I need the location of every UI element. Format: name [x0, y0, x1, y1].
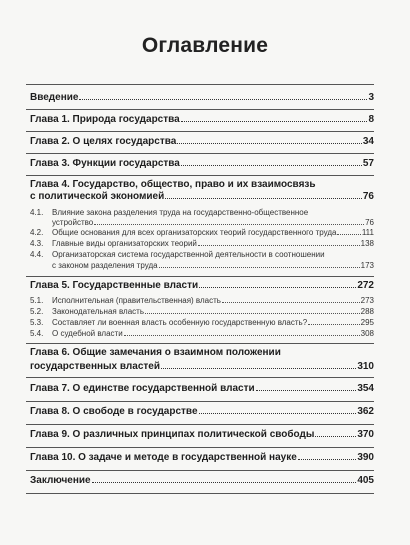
toc-page-number: 76	[365, 218, 374, 227]
divider	[26, 153, 374, 154]
toc-page-number: 8	[368, 114, 374, 125]
leader-dots	[181, 121, 368, 122]
toc-entry-chapter-4-line-2	[30, 191, 374, 202]
divider	[26, 493, 374, 494]
toc-entry-label: Заключение	[30, 475, 91, 486]
leader-dots	[124, 335, 360, 336]
toc-entry-label: Глава 3. Функции государства	[30, 158, 180, 169]
toc-entry-intro	[30, 92, 374, 103]
divider	[26, 377, 374, 378]
leader-dots	[199, 413, 357, 414]
toc-section-number: 4.4.	[30, 250, 44, 259]
toc-subentry-4-1-line-1	[30, 208, 374, 217]
divider	[26, 84, 374, 85]
toc-subentry-4-3	[30, 239, 374, 248]
toc-page-number: 295	[360, 318, 374, 327]
toc-entry-chapter-3	[30, 158, 374, 169]
toc-page-number: 111	[361, 228, 374, 237]
toc-section-number: 4.2.	[30, 228, 44, 237]
toc-entry-chapter-6-line-2	[30, 361, 374, 372]
toc-page-number: 3	[368, 92, 374, 103]
toc-subentry-5-1	[30, 296, 374, 305]
toc-subentry-label: О судебной власти	[52, 329, 123, 338]
toc-entry-label: Глава 7. О единстве государственной власти	[30, 383, 255, 394]
leader-dots	[159, 267, 360, 268]
toc-entry-label: Глава 9. О различных принципах политической свободы	[30, 429, 315, 440]
toc-entry-label: Глава 5. Государственные власти	[30, 280, 199, 291]
toc-entry-chapter-10	[30, 452, 374, 463]
divider	[26, 276, 374, 277]
toc-entry-chapter-6-line-1	[30, 347, 374, 358]
toc-entry-label: Глава 10. О задаче и методе в государственной науке	[30, 452, 297, 463]
toc-page-number: 288	[360, 307, 374, 316]
toc-subentry-label: Главные виды организаторских теорий	[52, 239, 197, 248]
leader-dots	[308, 324, 359, 325]
leader-dots	[92, 482, 357, 483]
leader-dots	[165, 198, 362, 199]
toc-page-number: 138	[360, 239, 374, 248]
toc-section-number: 5.4.	[30, 329, 44, 338]
toc-subentry-5-3	[30, 318, 374, 327]
toc-page-number: 57	[362, 158, 374, 169]
toc-subentry-label: Исполнительная (правительственная) власть	[52, 296, 221, 305]
toc-page-number: 310	[357, 361, 374, 372]
leader-dots	[94, 224, 364, 225]
toc-page-number: 354	[357, 383, 374, 394]
divider	[26, 401, 374, 402]
leader-dots	[315, 436, 356, 437]
toc-entry-chapter-4-line-1	[30, 179, 374, 190]
toc-page-number: 34	[362, 136, 374, 147]
toc-entry-label-continued: государственных властей	[30, 361, 160, 372]
toc-entry-chapter-8	[30, 406, 374, 417]
toc-page-number: 273	[360, 296, 374, 305]
toc-subentry-5-2	[30, 307, 374, 316]
toc-subentry-label-continued: с законом разделения труда	[52, 261, 158, 270]
leader-dots	[298, 459, 357, 460]
toc-entry-label-continued: с политической экономией	[30, 191, 165, 202]
page-title: Оглавление	[141, 34, 269, 57]
divider	[26, 447, 374, 448]
toc-subentry-4-4-line-1	[30, 250, 374, 259]
divider	[26, 109, 374, 110]
toc-entry-label: Введение	[30, 92, 79, 103]
divider	[26, 470, 374, 471]
leader-dots	[222, 302, 360, 303]
toc-subentry-4-4-line-2	[30, 261, 374, 270]
toc-entry-chapter-5	[30, 280, 374, 291]
toc-page-number: 272	[357, 280, 374, 291]
toc-entry-chapter-1	[30, 114, 374, 125]
toc-page-number: 370	[357, 429, 374, 440]
toc-page-number: 390	[357, 452, 374, 463]
leader-dots	[198, 245, 360, 246]
divider	[26, 343, 374, 344]
leader-dots	[337, 234, 360, 235]
leader-dots	[145, 313, 360, 314]
toc-entry-chapter-9	[30, 429, 374, 440]
toc-entry-label: Глава 4. Государство, общество, право и их взаимосвязь	[30, 179, 316, 190]
divider	[26, 175, 374, 176]
leader-dots	[199, 287, 356, 288]
toc-page-number: 405	[357, 475, 374, 486]
toc-section-number: 5.1.	[30, 296, 44, 305]
toc-subentry-label: Составляет ли военная власть особенную государственную власть?	[52, 318, 308, 327]
toc-subentry-label: Влияние закона разделения труда на государственно-общественное	[52, 208, 309, 217]
toc-entry-conclusion	[30, 475, 374, 486]
leader-dots	[79, 99, 367, 100]
toc-section-number: 5.3.	[30, 318, 44, 327]
divider	[26, 131, 374, 132]
toc-entry-label: Глава 1. Природа государства	[30, 114, 180, 125]
toc-section-number: 4.3.	[30, 239, 44, 248]
toc-entry-chapter-2	[30, 136, 374, 147]
toc-page-number: 308	[360, 329, 374, 338]
toc-subentry-4-2	[30, 228, 374, 237]
toc-subentry-4-1-line-2	[30, 218, 374, 227]
toc-subentry-label-continued: устройство	[52, 218, 94, 227]
toc-section-number: 4.1.	[30, 208, 44, 217]
toc-subentry-label: Законодательная власть	[52, 307, 144, 316]
toc-entry-label: Глава 6. Общие замечания о взаимном положении	[30, 347, 281, 358]
toc-subentry-label: Общие основания для всех организаторских теорий государственного труда	[52, 228, 337, 237]
leader-dots	[256, 390, 357, 391]
leader-dots	[181, 165, 362, 166]
toc-subentry-label: Организаторская система государственной деятельности в соотношении	[52, 250, 325, 259]
leader-dots	[177, 143, 362, 144]
toc-subentry-5-4	[30, 329, 374, 338]
toc-page-number: 173	[360, 261, 374, 270]
toc-page-number: 362	[357, 406, 374, 417]
toc-section-number: 5.2.	[30, 307, 44, 316]
divider	[26, 424, 374, 425]
toc-entry-chapter-7	[30, 383, 374, 394]
toc-page-number: 76	[362, 191, 374, 202]
toc-entry-label: Глава 2. О целях государства	[30, 136, 177, 147]
leader-dots	[161, 368, 356, 369]
toc-entry-label: Глава 8. О свободе в государстве	[30, 406, 198, 417]
